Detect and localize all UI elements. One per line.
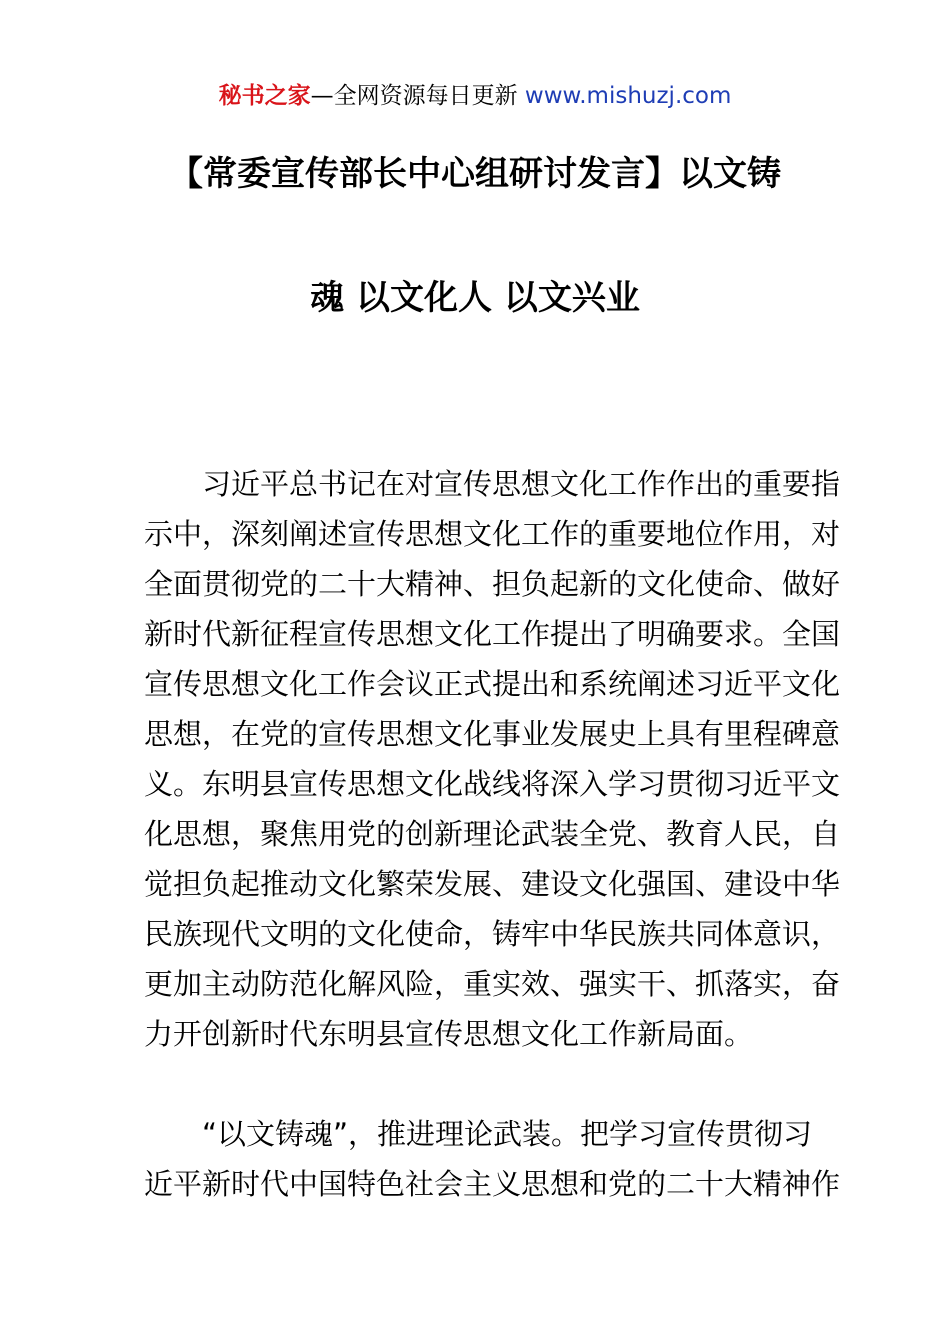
text-line: 更加主动防范化解风险，重实效、强实干、抓落实，奋: [144, 967, 841, 1001]
text-line: 近平新时代中国特色社会主义思想和党的二十大精神作: [144, 1167, 841, 1201]
text-line: “以文铸魂”，推进理论武装。把学习宣传贯彻习: [144, 1117, 813, 1151]
site-brand: 秘书之家: [218, 83, 311, 109]
text-line: 示中，深刻阐述宣传思想文化工作的重要地位作用，对: [144, 517, 841, 551]
text-line: 化思想，聚焦用党的创新理论武装全党、教育人民，自: [144, 817, 841, 851]
site-header: [0, 80, 950, 112]
document-title-line-1: 【常委宣传部长中心组研讨发言】以文铸: [169, 154, 781, 194]
text-line: 新时代新征程宣传思想文化工作提出了明确要求。全国: [144, 617, 841, 651]
body-paragraph-1: [144, 459, 841, 1059]
text-line: 力开创新时代东明县宣传思想文化工作新局面。: [144, 1017, 754, 1051]
site-url-link[interactable]: www.mishuzj.com: [524, 83, 732, 109]
text-line: 习近平总书记在对宣传思想文化工作作出的重要指: [144, 467, 841, 501]
text-line: 思想，在党的宣传思想文化事业发展史上具有里程碑意: [144, 717, 841, 751]
text-line: 义。东明县宣传思想文化战线将深入学习贯彻习近平文: [144, 767, 841, 801]
site-tagline: —全网资源每日更新: [310, 83, 525, 109]
body-paragraph-2: [144, 1109, 841, 1209]
document-title-line-2: 魂 以文化人 以文兴业: [310, 278, 640, 318]
text-line: 民族现代文明的文化使命，铸牢中华民族共同体意识，: [144, 917, 841, 951]
text-line: 全面贯彻党的二十大精神、担负起新的文化使命、做好: [144, 567, 841, 601]
text-line: 宣传思想文化工作会议正式提出和系统阐述习近平文化: [144, 667, 841, 701]
text-line: 觉担负起推动文化繁荣发展、建设文化强国、建设中华: [144, 867, 841, 901]
